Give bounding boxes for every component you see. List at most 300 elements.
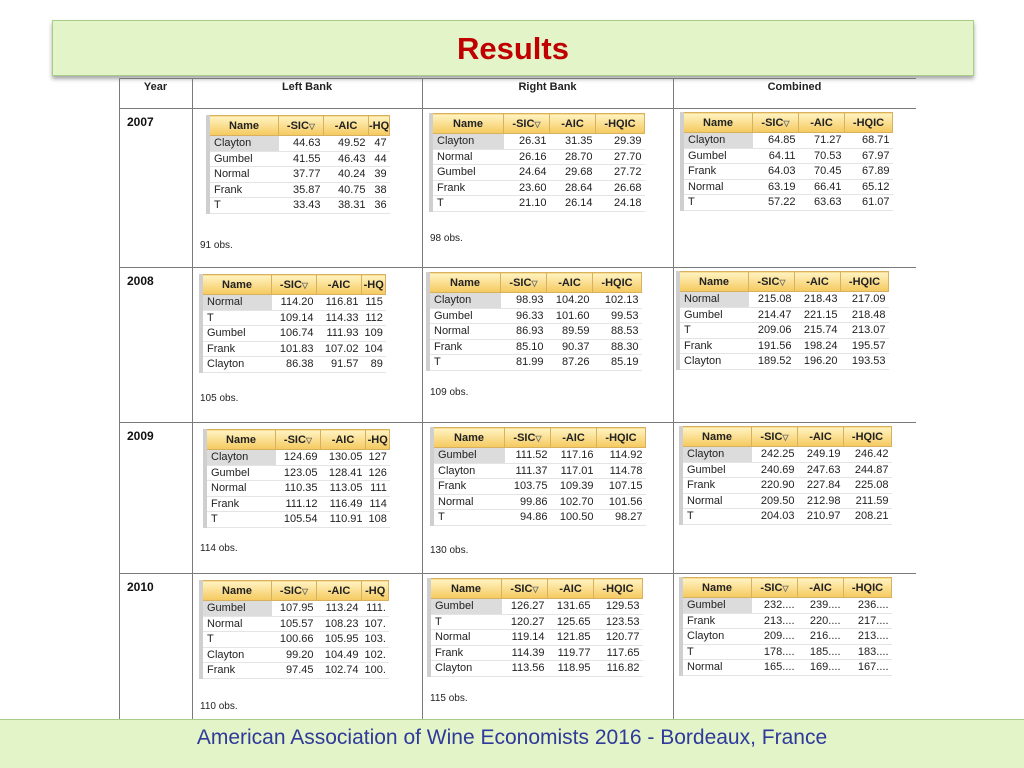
- table-row[interactable]: [432, 463, 646, 479]
- criterion-value: 110.35: [276, 481, 321, 497]
- criterion-value: 213.07: [841, 323, 889, 339]
- copula-name: T: [678, 323, 749, 339]
- criterion-value: 120.77: [594, 630, 643, 646]
- table-header-sic[interactable]: [752, 427, 798, 447]
- table-row[interactable]: [678, 307, 889, 323]
- table-header-sic[interactable]: [276, 430, 321, 450]
- criterion-value: 29.68: [550, 165, 596, 181]
- table-row[interactable]: [431, 149, 645, 165]
- table-header-sic[interactable]: [272, 581, 317, 601]
- table-row[interactable]: [678, 338, 889, 354]
- criterion-value: 107.15: [597, 479, 646, 495]
- header-label: -HQIC: [851, 581, 884, 594]
- table-row[interactable]: [681, 509, 892, 525]
- criterion-value: 99.86: [505, 494, 551, 510]
- sort-descending-icon[interactable]: ▽: [308, 121, 316, 131]
- criterion-value: 120.27: [502, 614, 548, 630]
- criterion-value: 225.08: [844, 478, 892, 494]
- table-row[interactable]: [201, 357, 386, 373]
- copula-name: Frank: [201, 663, 272, 679]
- criterion-value: 213....: [844, 629, 892, 645]
- table-header-aic[interactable]: [547, 273, 593, 293]
- criterion-value: 98.93: [501, 293, 547, 309]
- criterion-value: 44: [369, 151, 390, 167]
- col-header-left-bank: Left Bank: [281, 81, 333, 93]
- table-header-hqic[interactable]: [845, 113, 893, 133]
- criterion-value: 111: [366, 481, 390, 497]
- table-header-hq_cut[interactable]: [362, 581, 389, 601]
- grid-line: [192, 78, 193, 732]
- table-row[interactable]: [681, 598, 892, 614]
- table-header-name[interactable]: [205, 430, 276, 450]
- sort-descending-icon[interactable]: ▽: [535, 433, 542, 443]
- criterion-value: 195.57: [841, 338, 889, 354]
- criterion-value: 44.63: [279, 136, 324, 152]
- criterion-value: 111.52: [505, 448, 551, 464]
- criterion-value: 117.16: [551, 448, 597, 464]
- criterion-value: 65.12: [845, 179, 893, 195]
- title-banner: [52, 20, 974, 76]
- combined-results-table: [679, 577, 892, 676]
- criterion-value: 209.06: [749, 323, 795, 339]
- header-label: -SIC: [509, 276, 532, 289]
- copula-name: Gumbel: [681, 598, 752, 614]
- observation-count: 91 obs.: [200, 240, 233, 251]
- table-row[interactable]: [428, 339, 642, 355]
- criterion-value: 24.64: [504, 165, 550, 181]
- table-header-name[interactable]: [429, 579, 502, 599]
- header-label: -SIC: [757, 275, 780, 288]
- right-table-cell: [430, 427, 668, 526]
- criterion-value: 193.53: [841, 354, 889, 370]
- table-row[interactable]: [682, 148, 893, 164]
- copula-name: Clayton: [431, 134, 504, 150]
- criterion-value: 198.24: [795, 338, 841, 354]
- table-row[interactable]: [431, 165, 645, 181]
- copula-name: Normal: [205, 481, 276, 497]
- criterion-value: 107.95: [272, 601, 317, 617]
- copula-name: Frank: [681, 613, 752, 629]
- table-row[interactable]: [681, 660, 892, 676]
- copula-name: Normal: [431, 149, 504, 165]
- results-grid: [119, 78, 916, 732]
- criterion-value: 100.50: [551, 510, 597, 526]
- criterion-value: 108.23: [317, 616, 362, 632]
- header-label: Name: [702, 430, 732, 443]
- copula-name: Frank: [208, 182, 279, 198]
- criterion-value: 98.27: [597, 510, 646, 526]
- header-label: -AIC: [561, 117, 584, 130]
- criterion-value: 211.59: [844, 493, 892, 509]
- table-row[interactable]: [682, 133, 893, 149]
- table-header-sic[interactable]: [272, 275, 317, 295]
- criterion-value: 85.19: [593, 355, 642, 371]
- criterion-value: 105.95: [317, 632, 362, 648]
- sort-descending-icon[interactable]: ▽: [301, 280, 309, 290]
- criterion-value: 239....: [798, 598, 844, 614]
- criterion-value: 127: [366, 450, 390, 466]
- criterion-value: 209....: [752, 629, 798, 645]
- criterion-value: 101.56: [597, 494, 646, 510]
- criterion-value: 119.77: [548, 645, 594, 661]
- criterion-value: 124.69: [276, 450, 321, 466]
- copula-name: Gumbel: [429, 599, 502, 615]
- table-row[interactable]: [432, 448, 646, 464]
- table-header-hq_cut[interactable]: [362, 275, 386, 295]
- criterion-value: 39: [369, 167, 390, 183]
- header-label: -HQ: [369, 119, 390, 132]
- table-row[interactable]: [205, 496, 390, 512]
- table-row[interactable]: [205, 481, 390, 497]
- copula-name: Normal: [201, 295, 272, 311]
- table-row[interactable]: [678, 323, 889, 339]
- grid-line: [673, 78, 674, 732]
- criterion-value: 111.93: [317, 326, 362, 342]
- grid-line: [119, 78, 120, 732]
- table-header-hqic[interactable]: [593, 273, 642, 293]
- table-header-sic[interactable]: [753, 113, 799, 133]
- table-row[interactable]: [428, 308, 642, 324]
- table-header-hqic[interactable]: [844, 578, 892, 598]
- copula-name: Clayton: [432, 463, 505, 479]
- table-header-sic[interactable]: [504, 114, 550, 134]
- criterion-value: 70.45: [799, 164, 845, 180]
- criterion-value: 215.74: [795, 323, 841, 339]
- criterion-value: 102.74: [317, 663, 362, 679]
- table-row[interactable]: [201, 601, 389, 617]
- table-header-name[interactable]: [201, 275, 272, 295]
- criterion-value: 35.87: [279, 182, 324, 198]
- header-label: -SIC: [760, 430, 783, 443]
- criterion-value: 111.: [362, 601, 389, 617]
- table-row[interactable]: [681, 629, 892, 645]
- table-row[interactable]: [201, 295, 386, 311]
- criterion-value: 212.98: [798, 493, 844, 509]
- table-header-aic[interactable]: [798, 578, 844, 598]
- table-row[interactable]: [201, 632, 389, 648]
- criterion-value: 165....: [752, 660, 798, 676]
- sort-descending-icon[interactable]: ▽: [305, 435, 313, 445]
- table-row[interactable]: [201, 663, 389, 679]
- criterion-value: 102.: [362, 647, 389, 663]
- criterion-value: 90.37: [547, 339, 593, 355]
- criterion-value: 244.87: [844, 462, 892, 478]
- combined-table-cell: [676, 271, 912, 370]
- combined-results-table: [680, 112, 893, 211]
- table-header-aic[interactable]: [317, 275, 362, 295]
- criterion-value: 107.: [362, 616, 389, 632]
- copula-name: Gumbel: [432, 448, 505, 464]
- criterion-value: 209.50: [752, 493, 798, 509]
- table-row[interactable]: [431, 180, 645, 196]
- header-label: -HQIC: [604, 117, 636, 130]
- criterion-value: 87.26: [547, 355, 593, 371]
- table-row[interactable]: [208, 151, 390, 167]
- table-header-hq_cut[interactable]: [369, 116, 390, 136]
- criterion-value: 218.48: [841, 307, 889, 323]
- right-table-cell: [429, 113, 667, 212]
- criterion-value: 21.10: [504, 196, 550, 212]
- criterion-value: 102.13: [593, 293, 642, 309]
- table-header-sic[interactable]: [501, 273, 547, 293]
- criterion-value: 41.55: [279, 151, 324, 167]
- criterion-value: 85.10: [501, 339, 547, 355]
- criterion-value: 57.22: [753, 195, 799, 211]
- copula-name: Gumbel: [205, 465, 276, 481]
- criterion-value: 118.95: [548, 661, 594, 677]
- header-label: Name: [454, 431, 484, 444]
- criterion-value: 106.74: [272, 326, 317, 342]
- table-row[interactable]: [208, 198, 390, 214]
- copula-name: Normal: [682, 179, 753, 195]
- sort-descending-icon[interactable]: ▽: [783, 118, 790, 128]
- table-header-aic[interactable]: [799, 113, 845, 133]
- table-header-sic[interactable]: [279, 116, 324, 136]
- right-results-table: [430, 427, 646, 526]
- copula-name: Clayton: [429, 661, 502, 677]
- table-row[interactable]: [201, 647, 389, 663]
- copula-name: T: [205, 512, 276, 528]
- table-header-hqic[interactable]: [841, 272, 889, 292]
- copula-name: Gumbel: [682, 148, 753, 164]
- criterion-value: 220....: [798, 613, 844, 629]
- copula-name: Gumbel: [208, 151, 279, 167]
- table-header-name[interactable]: [431, 114, 504, 134]
- table-row[interactable]: [205, 465, 390, 481]
- table-row[interactable]: [681, 462, 892, 478]
- table-row[interactable]: [205, 512, 390, 528]
- criterion-value: 249.19: [798, 447, 844, 463]
- criterion-value: 86.93: [501, 324, 547, 340]
- criterion-value: 189.52: [749, 354, 795, 370]
- criterion-value: 38.31: [324, 198, 369, 214]
- table-header-aic[interactable]: [550, 114, 596, 134]
- criterion-value: 113.56: [502, 661, 548, 677]
- criterion-value: 126: [366, 465, 390, 481]
- table-header-sic[interactable]: [502, 579, 548, 599]
- copula-name: T: [682, 195, 753, 211]
- header-label: -AIC: [806, 275, 829, 288]
- table-header-aic[interactable]: [321, 430, 366, 450]
- table-header-sic[interactable]: [752, 578, 798, 598]
- table-header-hqic[interactable]: [594, 579, 643, 599]
- table-header-sic[interactable]: [749, 272, 795, 292]
- criterion-value: 114.33: [317, 310, 362, 326]
- criterion-value: 227.84: [798, 478, 844, 494]
- observation-count: 110 obs.: [200, 701, 238, 712]
- copula-name: Normal: [678, 292, 749, 308]
- criterion-value: 116.82: [594, 661, 643, 677]
- table-header-name[interactable]: [432, 428, 505, 448]
- table-row[interactable]: [201, 326, 386, 342]
- table-row[interactable]: [682, 195, 893, 211]
- sort-descending-icon[interactable]: ▽: [534, 119, 541, 129]
- copula-name: Gumbel: [681, 462, 752, 478]
- sort-descending-icon[interactable]: ▽: [532, 584, 539, 594]
- header-label: -HQIC: [601, 276, 633, 289]
- criterion-value: 97.45: [272, 663, 317, 679]
- criterion-value: 64.03: [753, 164, 799, 180]
- copula-name: Frank: [201, 341, 272, 357]
- criterion-value: 217.09: [841, 292, 889, 308]
- table-row[interactable]: [431, 134, 645, 150]
- table-header-name[interactable]: [678, 272, 749, 292]
- table-header-name[interactable]: [201, 581, 272, 601]
- criterion-value: 49.52: [324, 136, 369, 152]
- table-header-hqic[interactable]: [596, 114, 645, 134]
- criterion-value: 114.78: [597, 463, 646, 479]
- table-row[interactable]: [428, 355, 642, 371]
- right-results-table: [429, 113, 645, 212]
- table-row[interactable]: [431, 196, 645, 212]
- table-header-hq_cut[interactable]: [366, 430, 390, 450]
- table-header-aic[interactable]: [795, 272, 841, 292]
- criterion-value: 89.59: [547, 324, 593, 340]
- table-header-name[interactable]: [681, 578, 752, 598]
- copula-name: Frank: [205, 496, 276, 512]
- criterion-value: 63.19: [753, 179, 799, 195]
- criterion-value: 169....: [798, 660, 844, 676]
- criterion-value: 26.14: [550, 196, 596, 212]
- criterion-value: 24.18: [596, 196, 645, 212]
- header-label: -AIC: [331, 433, 355, 446]
- year-label: 2007: [127, 115, 154, 129]
- criterion-value: 131.65: [548, 599, 594, 615]
- criterion-value: 117.65: [594, 645, 643, 661]
- table-row[interactable]: [429, 630, 643, 646]
- left-table-cell: [199, 274, 417, 373]
- table-header-hqic[interactable]: [597, 428, 646, 448]
- year-label: 2009: [127, 429, 154, 443]
- table-header-name[interactable]: [682, 113, 753, 133]
- copula-name: Frank: [428, 339, 501, 355]
- table-header-aic[interactable]: [551, 428, 597, 448]
- table-row[interactable]: [208, 182, 390, 198]
- criterion-value: 86.38: [272, 357, 317, 373]
- table-row[interactable]: [682, 179, 893, 195]
- table-row[interactable]: [208, 167, 390, 183]
- header-label: -AIC: [809, 430, 832, 443]
- criterion-value: 111.12: [276, 496, 321, 512]
- table-row[interactable]: [678, 292, 889, 308]
- copula-name: Gumbel: [428, 308, 501, 324]
- criterion-value: 114.20: [272, 295, 317, 311]
- header-label: Name: [702, 581, 732, 594]
- copula-name: T: [429, 614, 502, 630]
- table-row[interactable]: [201, 616, 389, 632]
- criterion-value: 110.91: [321, 512, 366, 528]
- criterion-value: 26.31: [504, 134, 550, 150]
- copula-name: Frank: [432, 479, 505, 495]
- criterion-value: 114: [366, 496, 390, 512]
- sort-descending-icon[interactable]: ▽: [531, 278, 538, 288]
- table-row[interactable]: [432, 494, 646, 510]
- observation-count: 109 obs.: [430, 387, 469, 398]
- table-row[interactable]: [682, 164, 893, 180]
- criterion-value: 185....: [798, 644, 844, 660]
- table-row[interactable]: [678, 354, 889, 370]
- table-header-aic[interactable]: [317, 581, 362, 601]
- table-row[interactable]: [429, 645, 643, 661]
- copula-name: T: [432, 510, 505, 526]
- left-table-cell: [203, 429, 421, 528]
- table-row[interactable]: [205, 450, 390, 466]
- sort-descending-icon[interactable]: ▽: [782, 432, 789, 442]
- criterion-value: 109.39: [551, 479, 597, 495]
- header-label: Name: [222, 278, 252, 291]
- copula-name: T: [428, 355, 501, 371]
- criterion-value: 117.01: [551, 463, 597, 479]
- table-row[interactable]: [681, 613, 892, 629]
- table-row[interactable]: [429, 599, 643, 615]
- table-header-name[interactable]: [208, 116, 279, 136]
- table-header-sic[interactable]: [505, 428, 551, 448]
- table-header-name[interactable]: [428, 273, 501, 293]
- criterion-value: 46.43: [324, 151, 369, 167]
- criterion-value: 196.20: [795, 354, 841, 370]
- header-label: -HQ: [367, 433, 388, 446]
- table-header-aic[interactable]: [798, 427, 844, 447]
- criterion-value: 109.14: [272, 310, 317, 326]
- header-label: -SIC: [760, 581, 783, 594]
- criterion-value: 40.24: [324, 167, 369, 183]
- header-label: Name: [451, 582, 481, 595]
- table-row[interactable]: [681, 447, 892, 463]
- sort-descending-icon[interactable]: ▽: [782, 583, 789, 593]
- table-row[interactable]: [429, 661, 643, 677]
- criterion-value: 26.16: [504, 149, 550, 165]
- table-row[interactable]: [432, 479, 646, 495]
- header-label: Name: [450, 276, 480, 289]
- table-row[interactable]: [681, 493, 892, 509]
- table-header-name[interactable]: [681, 427, 752, 447]
- header-label: -HQ: [365, 584, 386, 597]
- criterion-value: 112: [362, 310, 386, 326]
- table-row[interactable]: [428, 324, 642, 340]
- criterion-value: 99.53: [593, 308, 642, 324]
- table-header-aic[interactable]: [324, 116, 369, 136]
- table-row[interactable]: [428, 293, 642, 309]
- header-label: -HQIC: [605, 431, 637, 444]
- grid-line: [119, 422, 916, 423]
- copula-name: Clayton: [681, 629, 752, 645]
- header-label: -HQIC: [602, 582, 634, 595]
- criterion-value: 71.27: [799, 133, 845, 149]
- criterion-value: 221.15: [795, 307, 841, 323]
- sort-descending-icon[interactable]: ▽: [301, 586, 309, 596]
- table-header-hqic[interactable]: [844, 427, 892, 447]
- table-row[interactable]: [201, 341, 386, 357]
- observation-count: 114 obs.: [200, 543, 238, 554]
- header-label: -SIC: [513, 431, 536, 444]
- criterion-value: 64.11: [753, 148, 799, 164]
- table-row[interactable]: [429, 614, 643, 630]
- criterion-value: 27.70: [596, 149, 645, 165]
- table-header-aic[interactable]: [548, 579, 594, 599]
- table-row[interactable]: [201, 310, 386, 326]
- criterion-value: 40.75: [324, 182, 369, 198]
- sort-descending-icon[interactable]: ▽: [779, 277, 786, 287]
- table-row[interactable]: [432, 510, 646, 526]
- criterion-value: 114.92: [597, 448, 646, 464]
- table-row[interactable]: [208, 136, 390, 152]
- table-row[interactable]: [681, 478, 892, 494]
- criterion-value: 113.24: [317, 601, 362, 617]
- criterion-value: 28.64: [550, 180, 596, 196]
- table-row[interactable]: [681, 644, 892, 660]
- criterion-value: 81.99: [501, 355, 547, 371]
- header-label: Name: [699, 275, 729, 288]
